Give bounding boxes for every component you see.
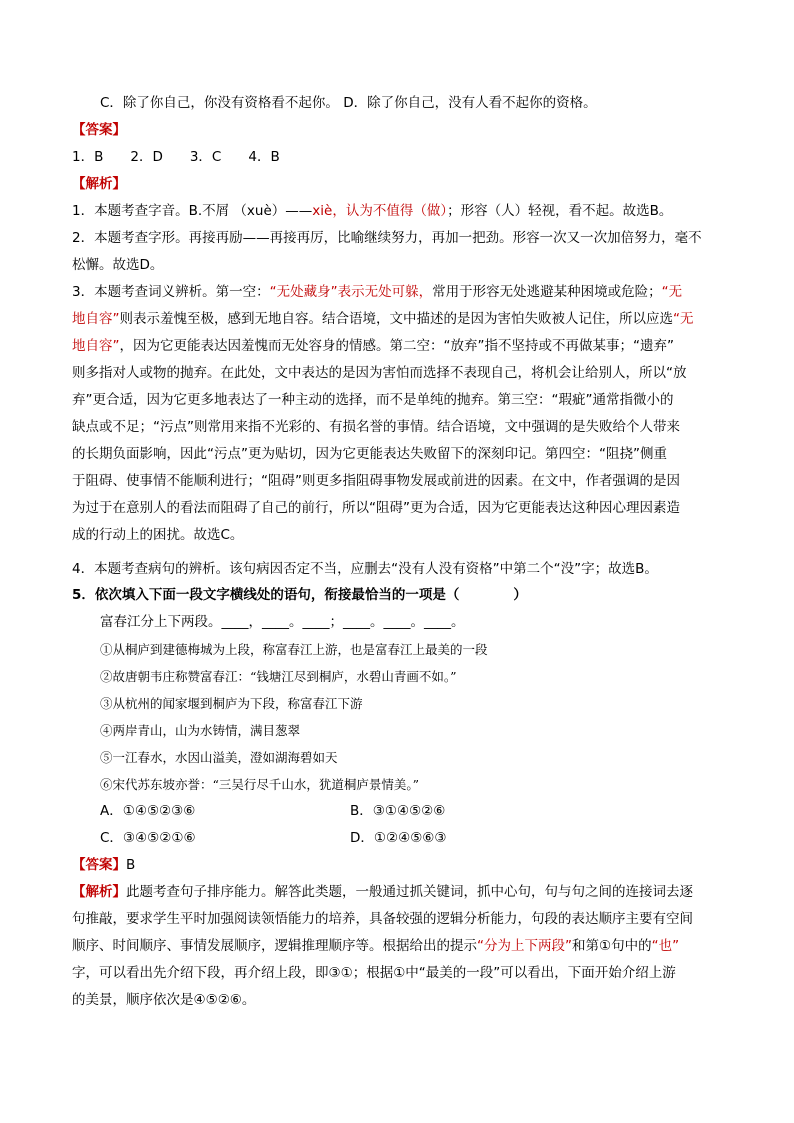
q5-blanks: 富春江分上下两段。____，____。____；____。____。____。 [100,614,465,630]
q5-item-6: ⑥宋代苏东坡亦誉：“三吴行尽千山水，犹道桐庐景情美。” [100,777,420,792]
q5-analysis-line-5: 的美景，顺序依次是④⑤②⑥。 [72,992,256,1008]
q5-option-b: B．③①④⑤②⑥ [350,803,446,819]
q5-analysis-line-2: 句推敲，要求学生平时加强阅读领悟能力的培养，具备较强的逻辑分析能力，句段的表达顺序主要有空间 [72,911,693,927]
analysis-3-line-5: 弃”更合适，因为它更多地表达了一种主动的选择，而不是单纯的抛弃。第三空：“瑕疵”通常指微小的 [72,392,674,408]
analysis-3-line-1: 3．本题考查词义辨析。第一空：“无处藏身”表示无处可躲，常用于形容无处逃避某种困境或危险；“无 [72,284,683,300]
analysis-1: 1．本题考查字音。B.不屑 （xuè）——xiè，认为不值得（做）；形容（人）轻视，看不起。故选B。 [72,203,673,219]
q5-item-1: ①从桐庐到建德梅城为上段，称富春江上游，也是富春江上最美的一段 [100,642,488,657]
answers-1-4: 1．B 2．D 3．C 4．B [72,149,280,165]
q5-item-4: ④两岸青山，山为水铸情，满目葱翠 [100,723,301,738]
q4-option-cd: C．除了你自己，你没有资格看不起你。 D．除了你自己，没有人看不起你的资格。 [100,95,597,111]
q5-analysis-line-3: 顺序、时间顺序、事情发展顺序，逻辑推理顺序等。根据给出的提示“分为上下两段”和第①句中的“也” [72,938,680,954]
analysis-3-line-2: 地自容”则表示羞愧至极，感到无地自容。结合语境，文中描述的是因为害怕失败被人记住，所以应选“无 [72,311,694,327]
analysis-3-line-10: 成的行动上的困扰。故选C。 [72,527,244,543]
q5-options-row-1 [100,798,760,825]
q5-answer: 【答案】B [72,857,136,873]
analysis-2-line-2: 松懈。故选D。 [72,257,164,273]
analysis-label: 【解析】 [72,176,126,192]
analysis-4: 4．本题考查病句的辨析。该句病因否定不当，应删去“没有人没有资格”中第二个“没”字；故选B。 [72,561,658,577]
q5-item-3: ③从杭州的闻家堰到桐庐为下段，称富春江下游 [100,696,363,711]
q5-option-c: C．③④⑤②①⑥ [100,830,196,846]
q5-stem: 5．依次填入下面一段文字横线处的语句，衔接最恰当的一项是（ ） [72,587,527,603]
q5-options-row-2 [100,825,760,852]
q5-item-2: ②故唐朝韦庄称赞富春江：“钱塘江尽到桐庐，水碧山青画不如。” [100,669,457,684]
analysis-3-line-9: 为过于在意别人的看法而阻碍了自己的前行，所以“阻碍”更为合适，因为它更能表达这种因心理因素造 [72,500,680,516]
analysis-3-line-4: 则多指对人或物的抛弃。在此处，文中表达的是因为害怕而选择不表现自己，将机会让给别人，所以“放 [72,365,687,381]
analysis-3-line-7: 的长期负面影响，因此“污点”更为贴切，因为它更能表达失败留下的深刻印记。第四空：“阻挠”侧重 [72,446,667,462]
q5-option-a: A．①④⑤②③⑥ [100,803,196,819]
answer-label: 【答案】 [72,122,126,138]
q5-analysis-line-4: 字，可以看出先介绍下段，再介绍上段，即③①；根据①中“最美的一段”可以看出，下面开始介绍上游 [72,965,676,981]
analysis-3-line-8: 于阻碍、使事情不能顺利进行；“阻碍”则更多指阻碍事物发展或前进的因素。在文中，作者强调的是因 [72,473,680,489]
analysis-3-line-3: 地自容”，因为它更能表达因羞愧而无处容身的情感。第二空：“放弃”指不坚持或不再做某事；“遗弃” [72,338,674,354]
analysis-2-line-1: 2．本题考查字形。再接再励——再接再厉，比喻继续努力，再加一把劲。形容一次又一次加倍努力，毫不 [72,230,702,246]
q5-analysis-line-1: 【解析】此题考查句子排序能力。解答此类题，一般通过抓关键词，抓中心句，句与句之间的连接词去逐 [72,884,693,900]
q5-option-d: D．①②④⑤⑥③ [350,830,447,846]
analysis-3-line-6: 缺点或不足；“污点”则常用来指不光彩的、有损名誉的事情。结合语境，文中强调的是失败给个人带来 [72,419,680,435]
q5-item-5: ⑤一江春水，水因山溢美，澄如湖海碧如天 [100,750,338,765]
